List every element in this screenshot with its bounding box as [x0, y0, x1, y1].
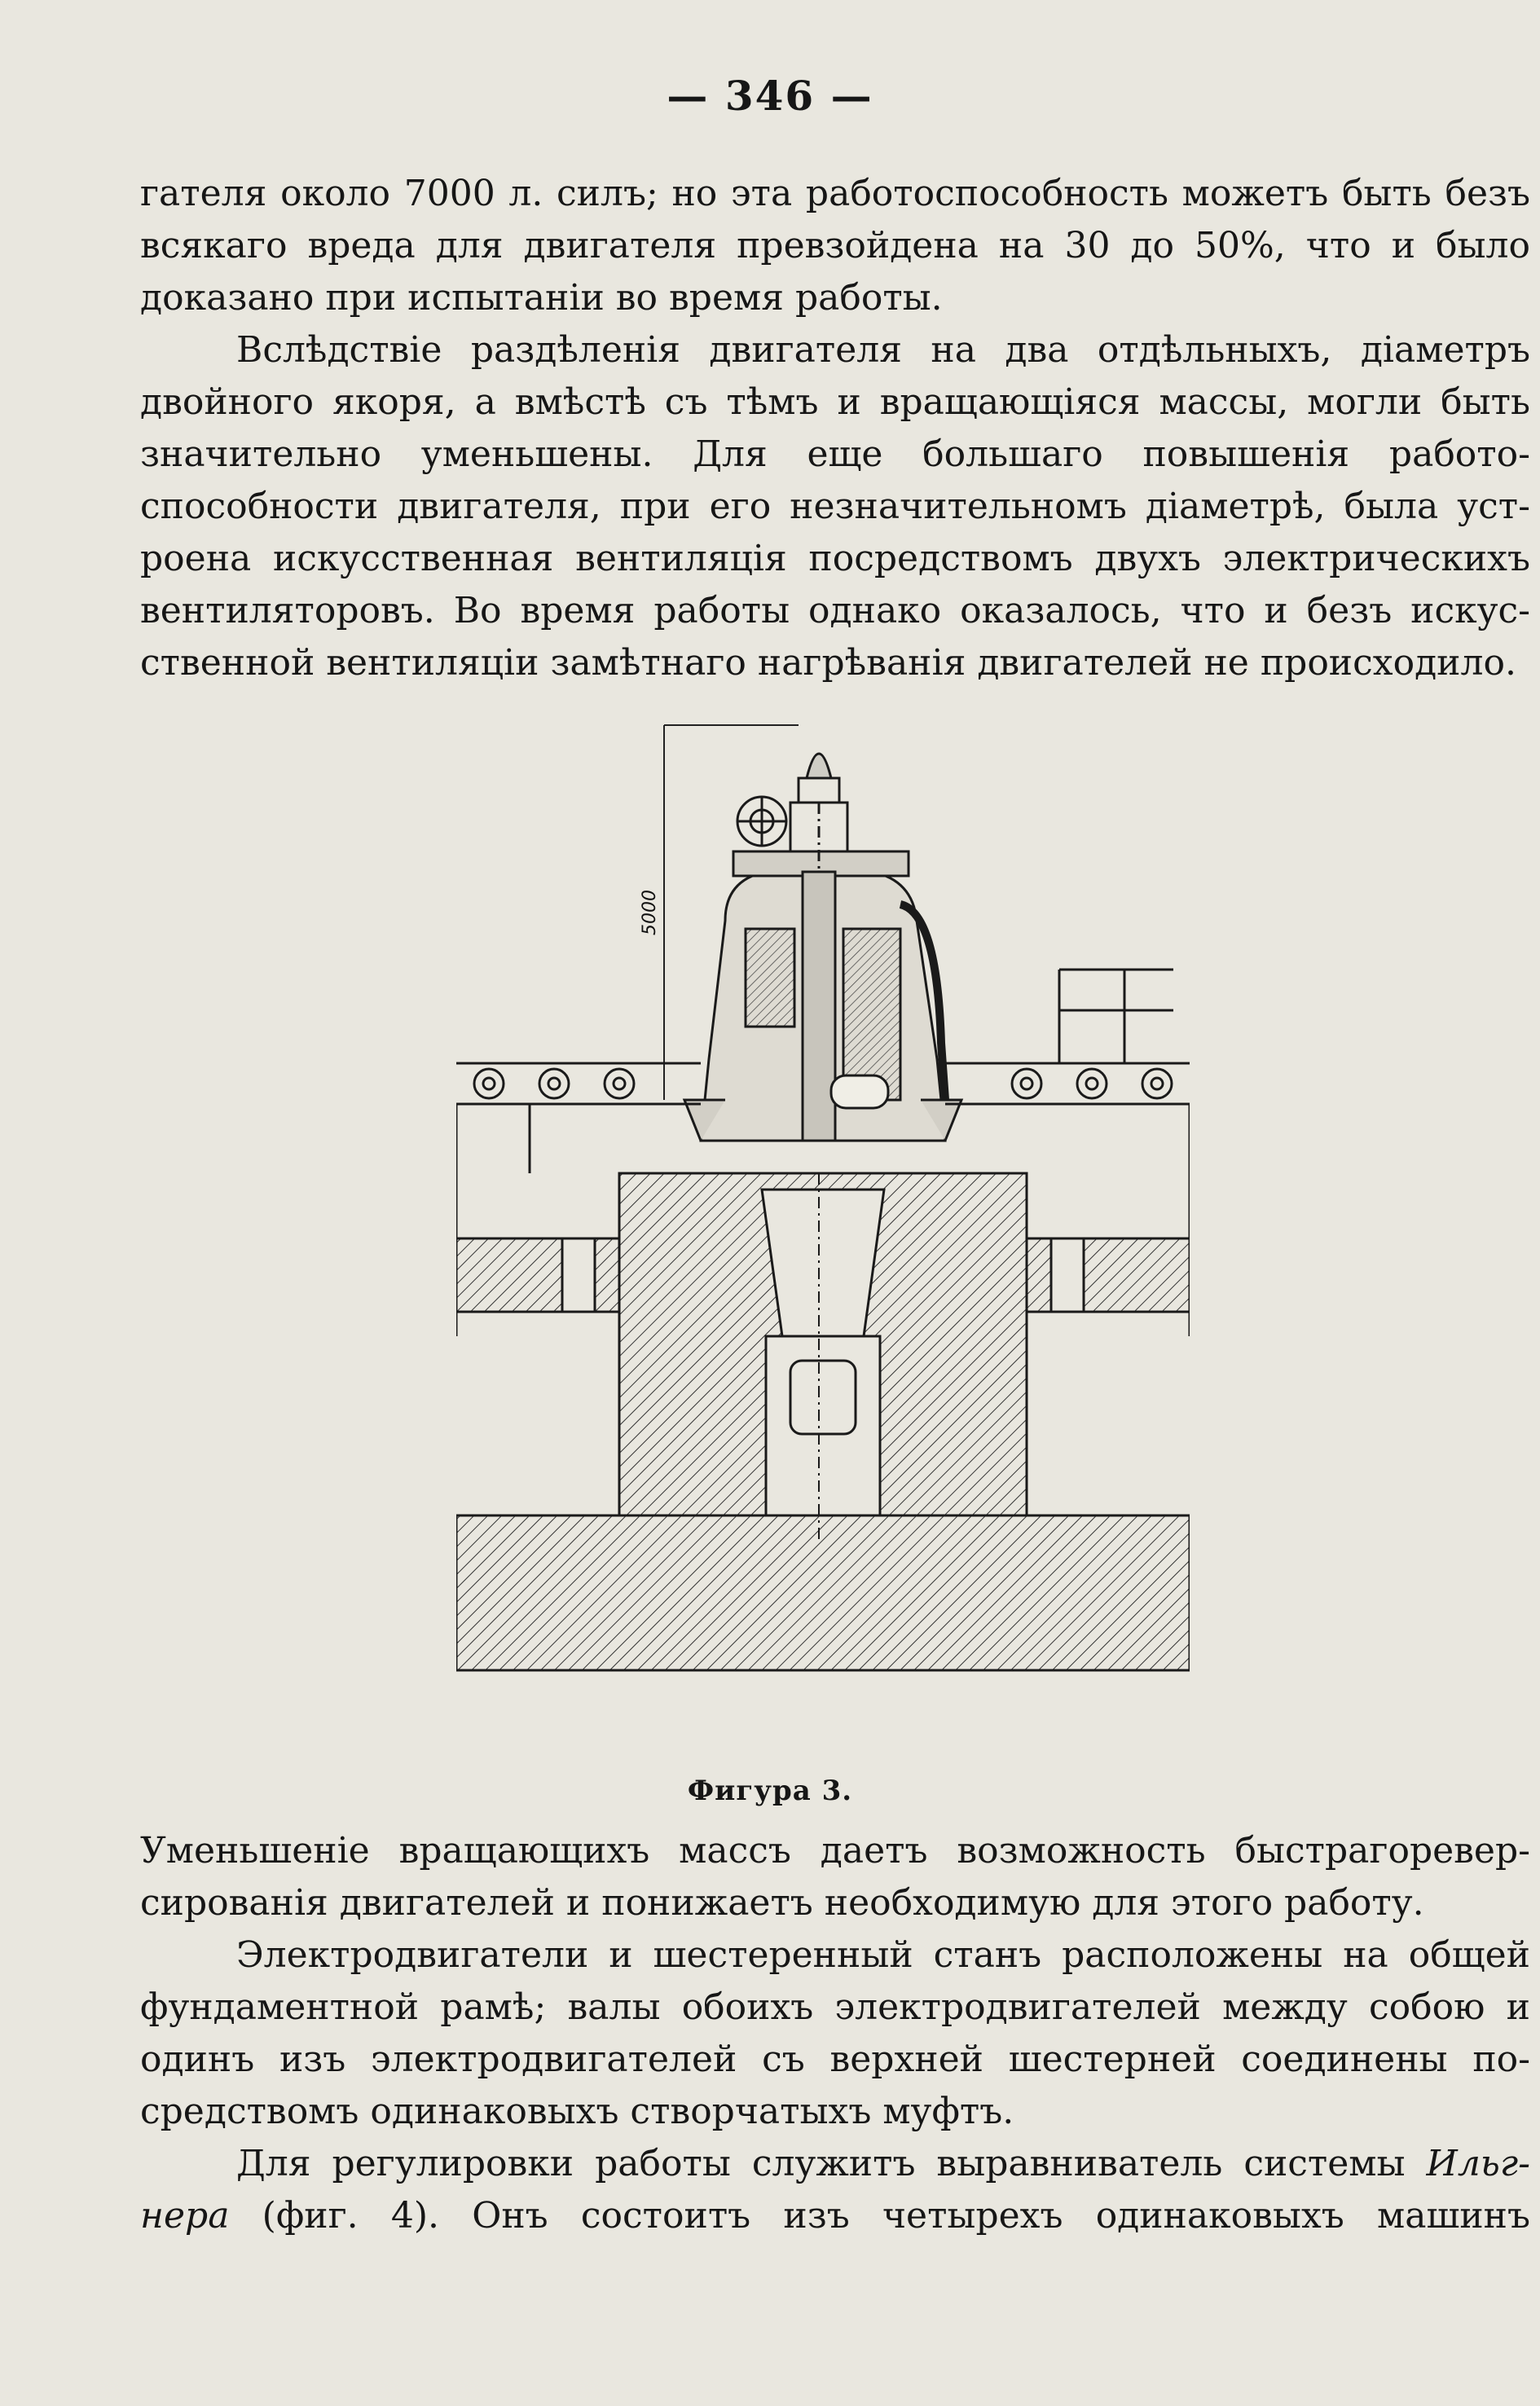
foundation [456, 1173, 1190, 1670]
text-line: быть значительно уменьшены. Для еще большаго повышенія работо- [140, 381, 1530, 475]
text-line: Электродвигатели и шестеренный станъ расположены на общей [236, 1934, 1530, 1976]
top-cap [737, 754, 847, 851]
text-line: ственной вентиляціи замѣтнаго нагрѣванія двигателей не происходило. [140, 642, 1516, 684]
text-line: вентиляторовъ. Во время работы однако оказалось, что и безъ искус- [140, 590, 1530, 631]
text-line: Для регулировки работы служитъ выравниватель системы [236, 2143, 1406, 2184]
text-line: двойного якоря, а вмѣстѣ съ тѣмъ и вращающіяся массы, могли [140, 381, 1423, 423]
text-line: гателя около 7000 л. силъ; но эта работоспособность можетъ быть [140, 173, 1432, 214]
italic-name: нера [140, 2195, 230, 2237]
motor-drawing [456, 717, 1190, 1744]
page-number: — 346 — [667, 72, 873, 120]
top-text-block [140, 168, 1530, 689]
text-line: сированія двигателей и понижаетъ необходимую для этого работу. [140, 1882, 1424, 1924]
figure-caption: Фигура 3. [687, 1775, 853, 1807]
figure-motor-cross-section [456, 717, 1190, 1744]
text-line: фундаментной рамѣ; валы обоихъ электродвигателей между собою и [140, 1986, 1530, 2028]
text-line: было доказано при испытаніи во время работы. [140, 225, 1530, 319]
dimension-label: 5000 [640, 890, 660, 935]
text-line: безъ всякаго вреда для двигателя превзойдена на 30 до 50%, что и [140, 173, 1530, 266]
text-line: способности двигателя, при его незначительномъ діаметрѣ, была уст- [140, 486, 1530, 527]
text-line: одинъ изъ электродвигателей съ верхней шестерней соединены по- [140, 2039, 1530, 2080]
text-line: средствомъ одинаковыхъ створчатыхъ муфтъ. [140, 2091, 1014, 2132]
text-line: Уменьшеніе вращающихъ массъ даетъ возможность быстрагоревер- [140, 1830, 1530, 1872]
paragraph-continued [140, 168, 1530, 324]
text-line: (фиг. 4). Онъ состоитъ изъ четырехъ одинаковыхъ машинъ [262, 2195, 1530, 2237]
text-line: Вслѣдствіе раздѣленія двигателя на два отдѣльныхъ, діаметръ [236, 329, 1530, 371]
paragraph-ventilation [140, 324, 1530, 689]
italic-name: Ильг- [1426, 2143, 1530, 2184]
bottom-text-block [140, 1825, 1530, 2242]
paragraph-regulation [140, 2138, 1530, 2242]
paragraph-reversing [140, 1825, 1530, 1929]
motor-housing [684, 803, 961, 1141]
text-line: роена искусственная вентиляція посредствомъ двухъ электрическихъ [140, 538, 1530, 579]
paragraph-frame [140, 1929, 1530, 2138]
